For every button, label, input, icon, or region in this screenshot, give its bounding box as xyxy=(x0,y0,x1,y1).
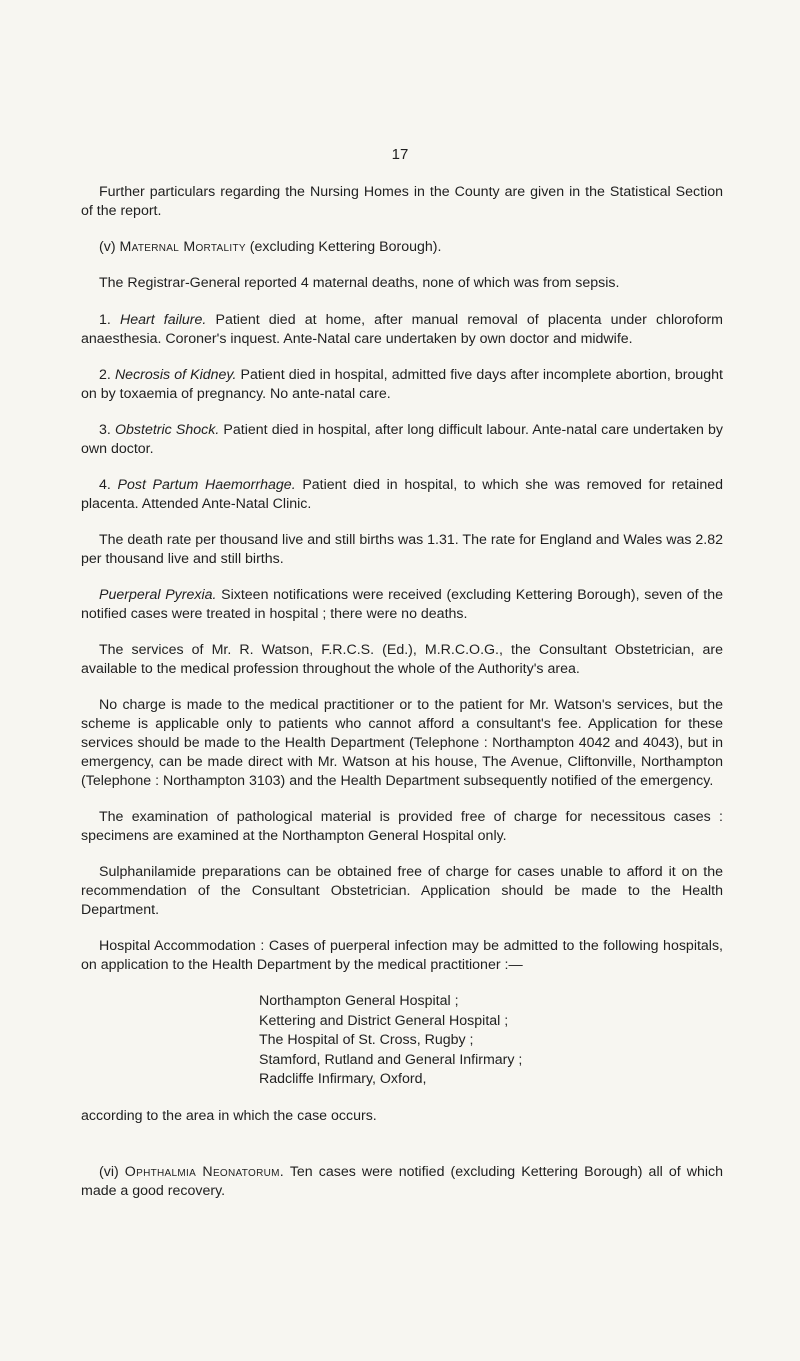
section-ophthalmia-neonatorum xyxy=(81,1163,723,1201)
paragraph-puerperal-pyrexia xyxy=(81,586,723,624)
case-title: Heart failure. xyxy=(119,312,207,328)
case-number: 1. xyxy=(99,312,111,328)
case-item xyxy=(81,366,723,404)
list-item: Kettering and District General Hospital ; xyxy=(259,1012,509,1029)
case-text: Patient died in hospital, after long difficult labour. Ante-natal care undertaken by own doctor. xyxy=(81,422,723,457)
paragraph-charge: No charge is made to the medical practitioner or to the patient for Mr. Watson's services, but the scheme is applicable only to patients who cannot afford a consultant's fee. Application for these services should be made to the Health Department (Telephone : Northampton 4042 and 4043), but in emergency, can be made direct with Mr. Watson at his house, The Avenue, Cliftonville, Northampton (Telephone : Northampton 3103) and the Health Department subsequently notified of the emergency. xyxy=(81,697,723,789)
pyrexia-title: Puerperal Pyrexia. xyxy=(99,587,217,603)
case-text: Patient died at home, after manual removal of placenta under chloroform anaesthesia. Coroner's inquest. Ante-Natal care undertaken by own doctor and midwife. xyxy=(81,312,723,347)
pyrexia-text: Sixteen notifications were received (excluding Kettering Borough), seven of the notified cases were treated in hospital ; there were no deaths. xyxy=(81,587,723,622)
case-title: Obstetric Shock. xyxy=(114,422,220,438)
paragraph-hospital-accommodation: Hospital Accommodation : Cases of puerperal infection may be admitted to the following hospitals, on application to the Health Department by the medical practitioner :— xyxy=(81,938,723,973)
list-item: Stamford, Rutland and General Infirmary ; xyxy=(259,1051,523,1068)
list-item: The Hospital of St. Cross, Rugby ; xyxy=(259,1032,474,1048)
paragraph-nursing-homes: Further particulars regarding the Nursing Homes in the County are given in the Statistical Section of the report. xyxy=(81,184,723,219)
page-body xyxy=(81,183,723,1201)
section-subtitle: (excluding Kettering Borough). xyxy=(249,239,442,255)
paragraph-sulphanilamide: Sulphanilamide preparations can be obtained free of charge for cases unable to afford it on the recommendation of the Consultant Obstetrician. Application should be made to the Health Department. xyxy=(81,864,723,918)
case-title: Post Partum Haemorrhage. xyxy=(117,477,296,493)
case-text: Patient died in hospital, admitted five days after incomplete abortion, brought on by toxaemia of pregnancy. No ante-natal care. xyxy=(81,367,723,402)
case-text: Patient died in hospital, to which she was removed for retained placenta. Attended Ante-Natal Clinic. xyxy=(81,477,723,512)
section-title: Maternal Mortality xyxy=(119,239,246,255)
case-number: 2. xyxy=(99,367,111,383)
list-item: Northampton General Hospital ; xyxy=(259,993,459,1009)
paragraph-according: according to the area in which the case occurs. xyxy=(81,1107,377,1124)
section-heading-maternal-mortality xyxy=(81,238,723,257)
page-number: 17 xyxy=(391,146,409,163)
section-title: Ophthalmia Neonatorum. xyxy=(124,1163,284,1180)
case-number: 3. xyxy=(99,422,111,438)
case-title: Necrosis of Kidney. xyxy=(114,367,237,383)
paragraph-examination: The examination of pathological material is provided free of charge for necessitous cases : specimens are examined at the Northampton General Hospital only. xyxy=(81,809,723,844)
hospital-list xyxy=(259,992,723,1090)
section-text: Ten cases were notified (excluding Kettering Borough) all of which made a good recovery. xyxy=(81,1163,723,1199)
paragraph-services: The services of Mr. R. Watson, F.R.C.S. (Ed.), M.R.C.O.G., the Consultant Obstetrician, are available to the medical profession throughout the whole of the Authority's area. xyxy=(81,642,723,677)
case-item xyxy=(81,421,723,459)
case-number: 4. xyxy=(99,477,111,493)
list-item: Radcliffe Infirmary, Oxford, xyxy=(259,1071,427,1087)
paragraph-death-rate: The death rate per thousand live and still births was 1.31. The rate for England and Wales was 2.82 per thousand live and still births. xyxy=(81,532,723,567)
section-number: (v) xyxy=(99,239,116,255)
paragraph-registrar: The Registrar-General reported 4 maternal deaths, none of which was from sepsis. xyxy=(99,275,620,291)
section-number: (vi) xyxy=(99,1163,119,1180)
case-item xyxy=(81,311,723,349)
case-item xyxy=(81,476,723,514)
